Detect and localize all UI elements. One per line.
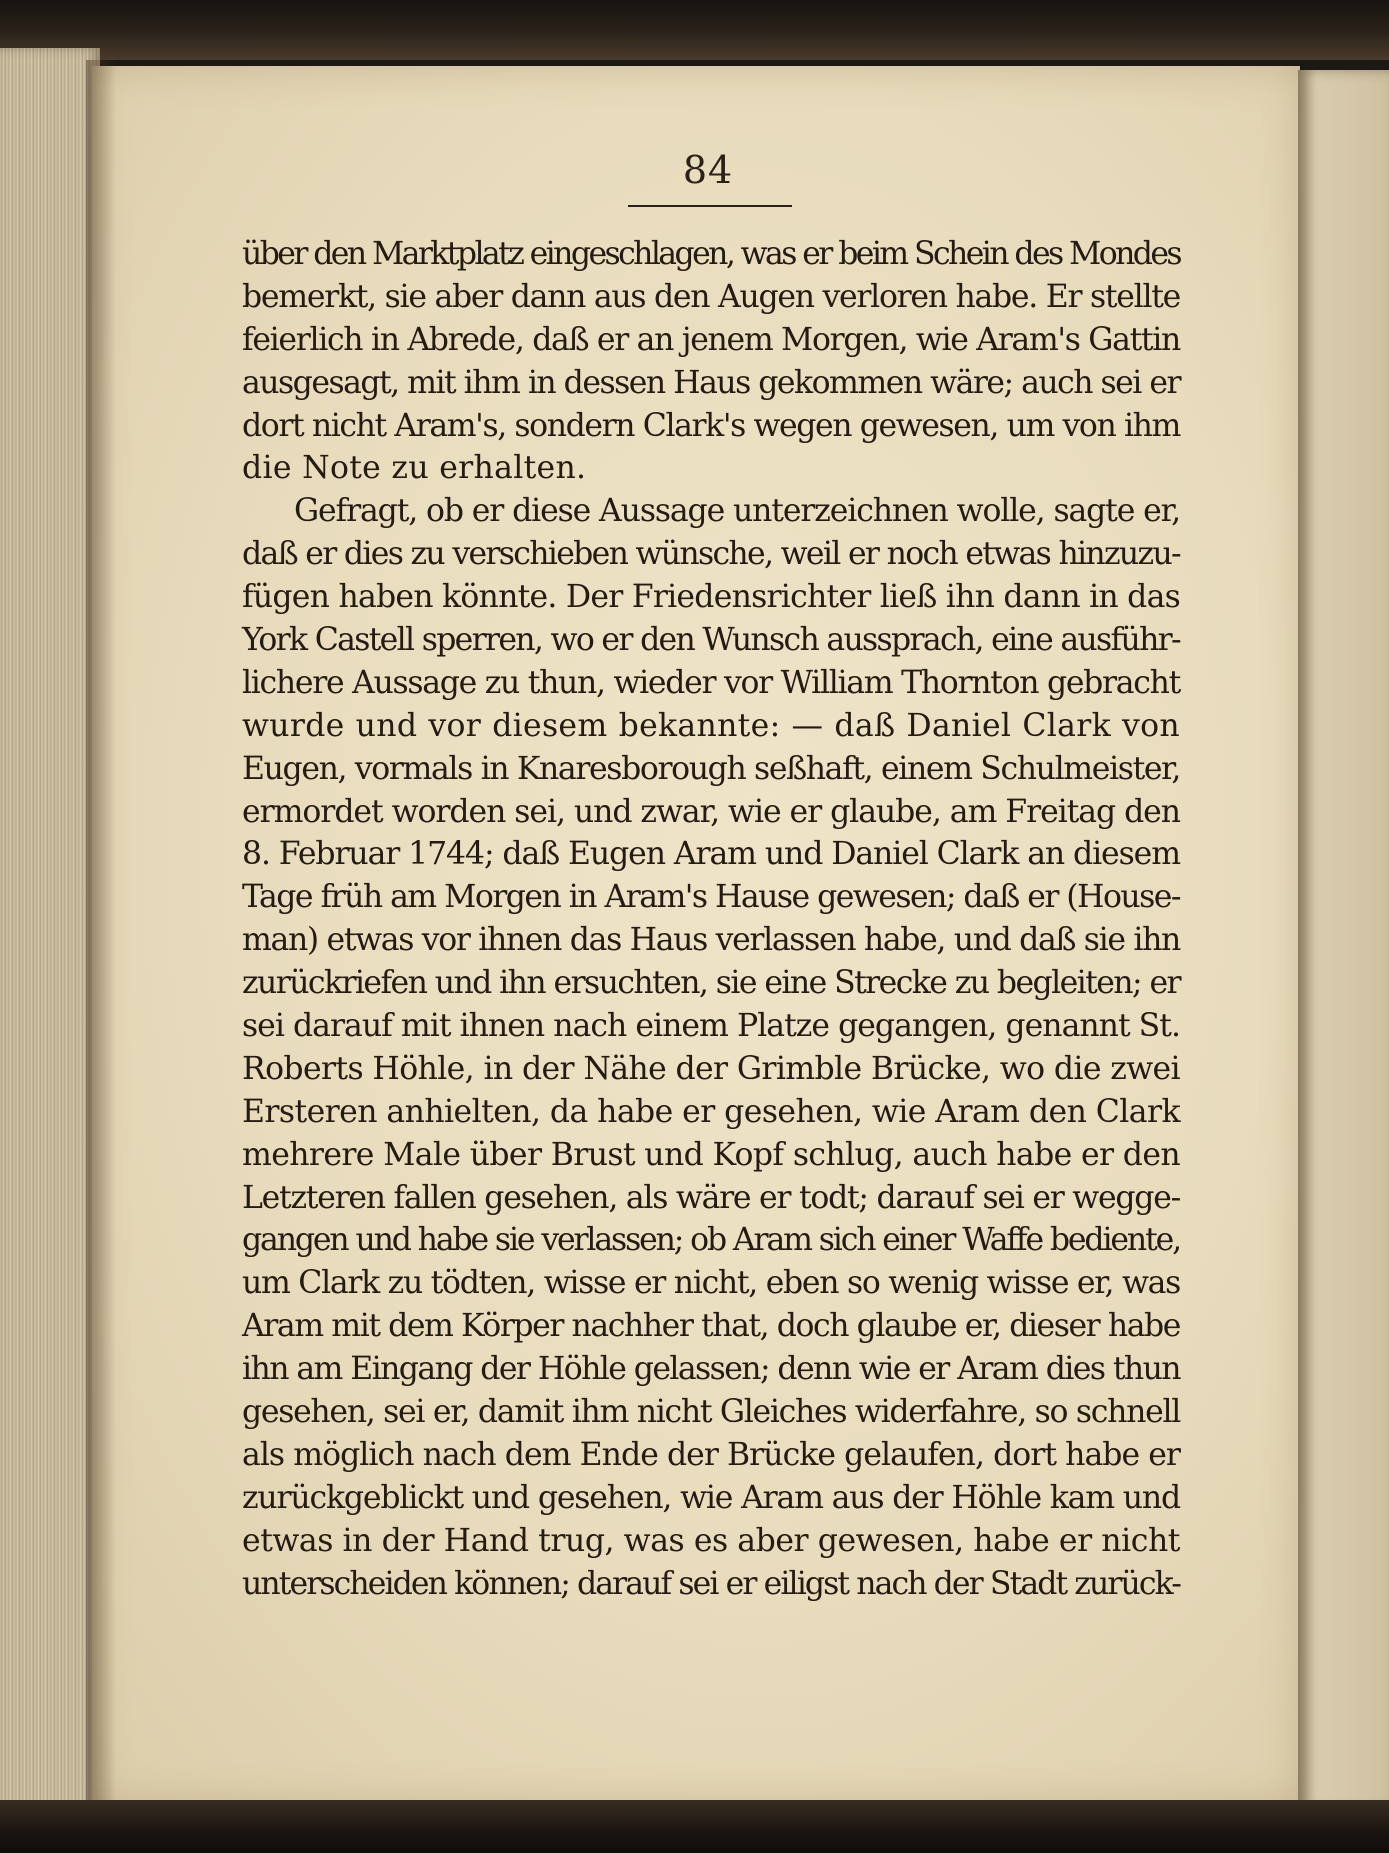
text-line: Gefragt, ob er diese Aussage unterzeichnen wolle, sagte er, <box>294 493 1180 530</box>
text-line: ihn am Eingang der Höhle gelassen; denn wie er Aram dies thun <box>242 1351 1180 1388</box>
text-line: lichere Aussage zu thun, wieder vor William Thornton gebracht <box>242 664 1180 701</box>
text-line: fügen haben könnte. Der Friedensrichter ließ ihn dann in das <box>242 579 1180 616</box>
text-line: Tage früh am Morgen in Aram's Hause gewesen; daß er (House- <box>242 879 1180 916</box>
text-line: Letzteren fallen gesehen, als wäre er todt; darauf sei er wegge- <box>242 1179 1180 1216</box>
text-line: Eugen, vormals in Knaresborough seßhaft, einem Schulmeister, <box>242 750 1180 787</box>
text-line: Aram mit dem Körper nachher that, doch glaube er, dieser habe <box>242 1308 1180 1345</box>
text-line: ausgesagt, mit ihm in dessen Haus gekommen wäre; auch sei er <box>242 364 1180 401</box>
body-text <box>242 233 1180 1606</box>
text-line: man) etwas vor ihnen das Haus verlassen habe, und daß sie ihn <box>242 922 1180 959</box>
text-line: sei darauf mit ihnen nach einem Platze gegangen, genannt St. <box>242 1008 1180 1045</box>
text-line: Ersteren anhielten, da habe er gesehen, wie Aram den Clark <box>242 1093 1180 1130</box>
text-line: als möglich nach dem Ende der Brücke gelaufen, dort habe er <box>242 1436 1180 1473</box>
text-line: ermordet worden sei, und zwar, wie er glaube, am Freitag den <box>242 793 1180 830</box>
text-line: Roberts Höhle, in der Nähe der Grimble Brücke, wo die zwei <box>242 1050 1180 1087</box>
facing-page-edge <box>1298 70 1389 1810</box>
text-line: gesehen, sei er, damit ihm nicht Gleiches widerfahre, so schnell <box>242 1394 1180 1431</box>
text-line: zurückriefen und ihn ersuchten, sie eine Strecke zu begleiten; er <box>242 965 1180 1002</box>
header-rule <box>628 205 792 207</box>
text-line: 8. Februar 1744; daß Eugen Aram und Daniel Clark an diesem <box>242 836 1180 873</box>
text-line: die Note zu erhalten. <box>242 450 587 487</box>
text-line: dort nicht Aram's, sondern Clark's wegen gewesen, um von ihm <box>242 407 1180 444</box>
text-line: mehrere Male über Brust und Kopf schlug, auch habe er den <box>242 1136 1180 1173</box>
text-line: unterscheiden können; darauf sei er eiligst nach der Stadt zurück- <box>242 1565 1180 1602</box>
text-line: zurückgeblickt und gesehen, wie Aram aus der Höhle kam und <box>242 1479 1180 1516</box>
text-line: bemerkt, sie aber dann aus den Augen verloren habe. Er stellte <box>242 278 1180 315</box>
text-line: daß er dies zu verschieben wünsche, weil er noch etwas hinzuzu- <box>242 536 1180 573</box>
gutter-shadow <box>86 60 116 1820</box>
page-number: 84 <box>682 148 734 192</box>
text-line: gangen und habe sie verlassen; ob Aram sich einer Waffe bediente, <box>242 1222 1180 1259</box>
text-line: wurde und vor diesem bekannte: — daß Daniel Clark von <box>242 707 1180 744</box>
book-binding-bottom <box>0 1800 1389 1853</box>
page-edges-left <box>0 48 100 1828</box>
text-line: über den Marktplatz eingeschlagen, was er beim Schein des Mondes <box>242 236 1180 272</box>
text-line: etwas in der Hand trug, was es aber gewesen, habe er nicht <box>242 1522 1180 1559</box>
text-line: York Castell sperren, wo er den Wunsch aussprach, eine ausführ- <box>242 622 1180 659</box>
text-line: feierlich in Abrede, daß er an jenem Morgen, wie Aram's Gattin <box>242 321 1180 358</box>
book-binding-top <box>0 0 1389 60</box>
text-line: um Clark zu tödten, wisse er nicht, eben so wenig wisse er, was <box>242 1265 1180 1302</box>
